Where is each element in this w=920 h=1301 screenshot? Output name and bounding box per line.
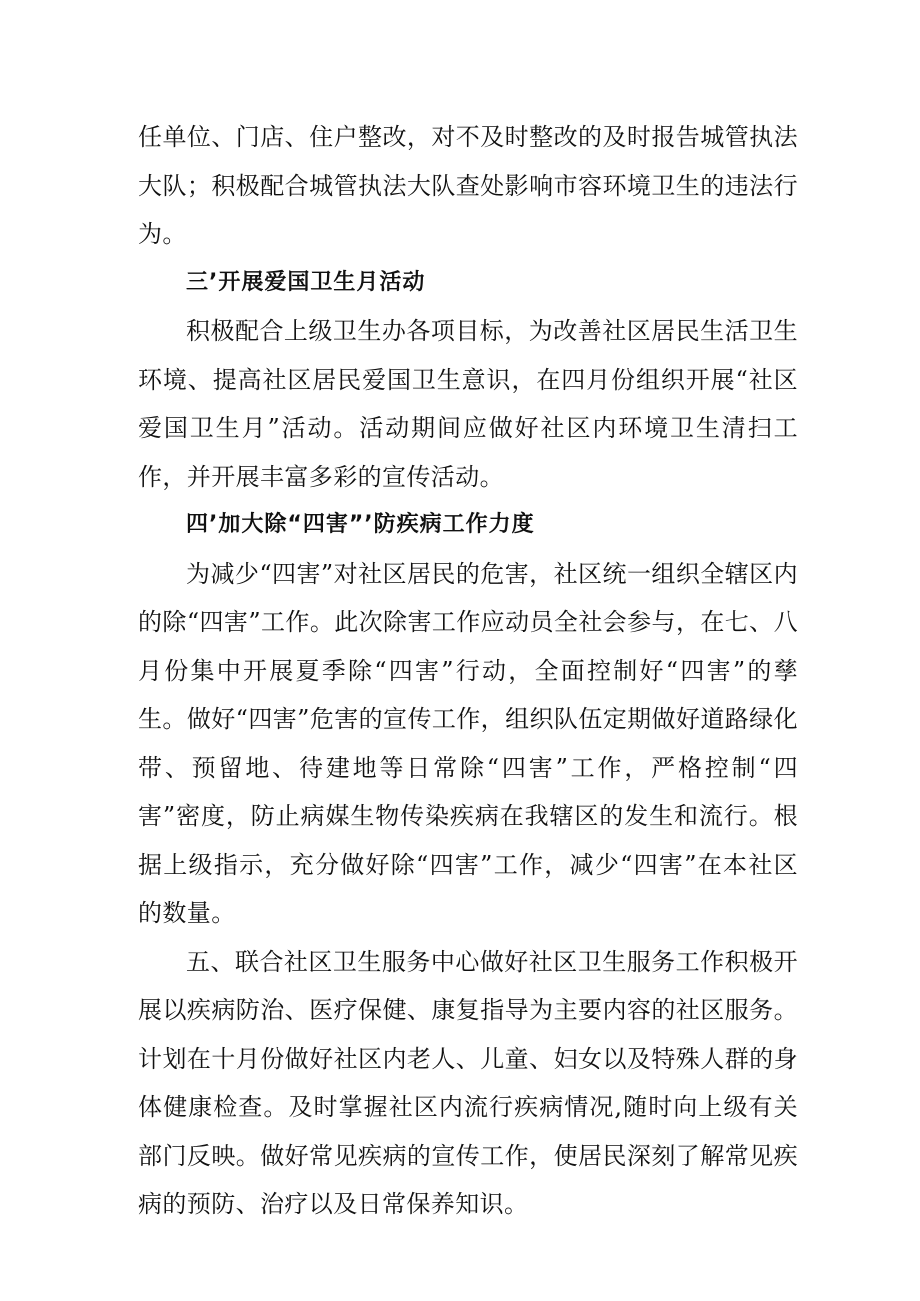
paragraph-section-5: 五、联合社区卫生服务中心做好社区卫生服务工作积极开展以疾病防治、医疗保健、康复指导为主要内容的社区服务。计划在十月份做好社区内老人、儿童、妇女以及特殊人群的身体健康检查。及时掌握社区内流行疾病情况,随时向上级有关部门反映。做好常见疾病的宣传工作，使居民深刻了解常见疾病的预防、治疗以及日常保养知识。 (138, 947, 798, 1218)
paragraph-section-4: 为减少“四害”对社区居民的危害，社区统一组织全辖区内的除“四害”工作。此次除害工作应动员全社会参与，在七、八月份集中开展夏季除“四害”行动，全面控制好“四害”的孳生。做好“四害”危害的宣传工作，组织队伍定期做好道路绿化带、预留地、待建地等日常除“四害”工作，严格控制“四害”密度，防止病媒生物传染疾病在我辖区的发生和流行。根据上级指示，充分做好除“四害”工作，减少“四害”在本社区的数量。 (138, 559, 798, 927)
paragraph-section-3: 积极配合上级卫生办各项目标，为改善社区居民生活卫生环境、提高社区居民爱国卫生意识，在四月份组织开展“社区爱国卫生月”活动。活动期间应做好社区内环境卫生清扫工作，并开展丰富多彩的宣传活动。 (138, 317, 798, 491)
paragraph-continuation: 任单位、门店、住户整改，对不及时整改的及时报告城管执法大队；积极配合城管执法大队查处影响市容环境卫生的违法行为。 (138, 123, 798, 248)
section-heading-3: 三’开展爱国卫生月活动 (186, 269, 426, 295)
document-body (138, 113, 798, 1229)
section-heading-4: 四’加大除“四害”’防疾病工作力度 (186, 512, 535, 537)
